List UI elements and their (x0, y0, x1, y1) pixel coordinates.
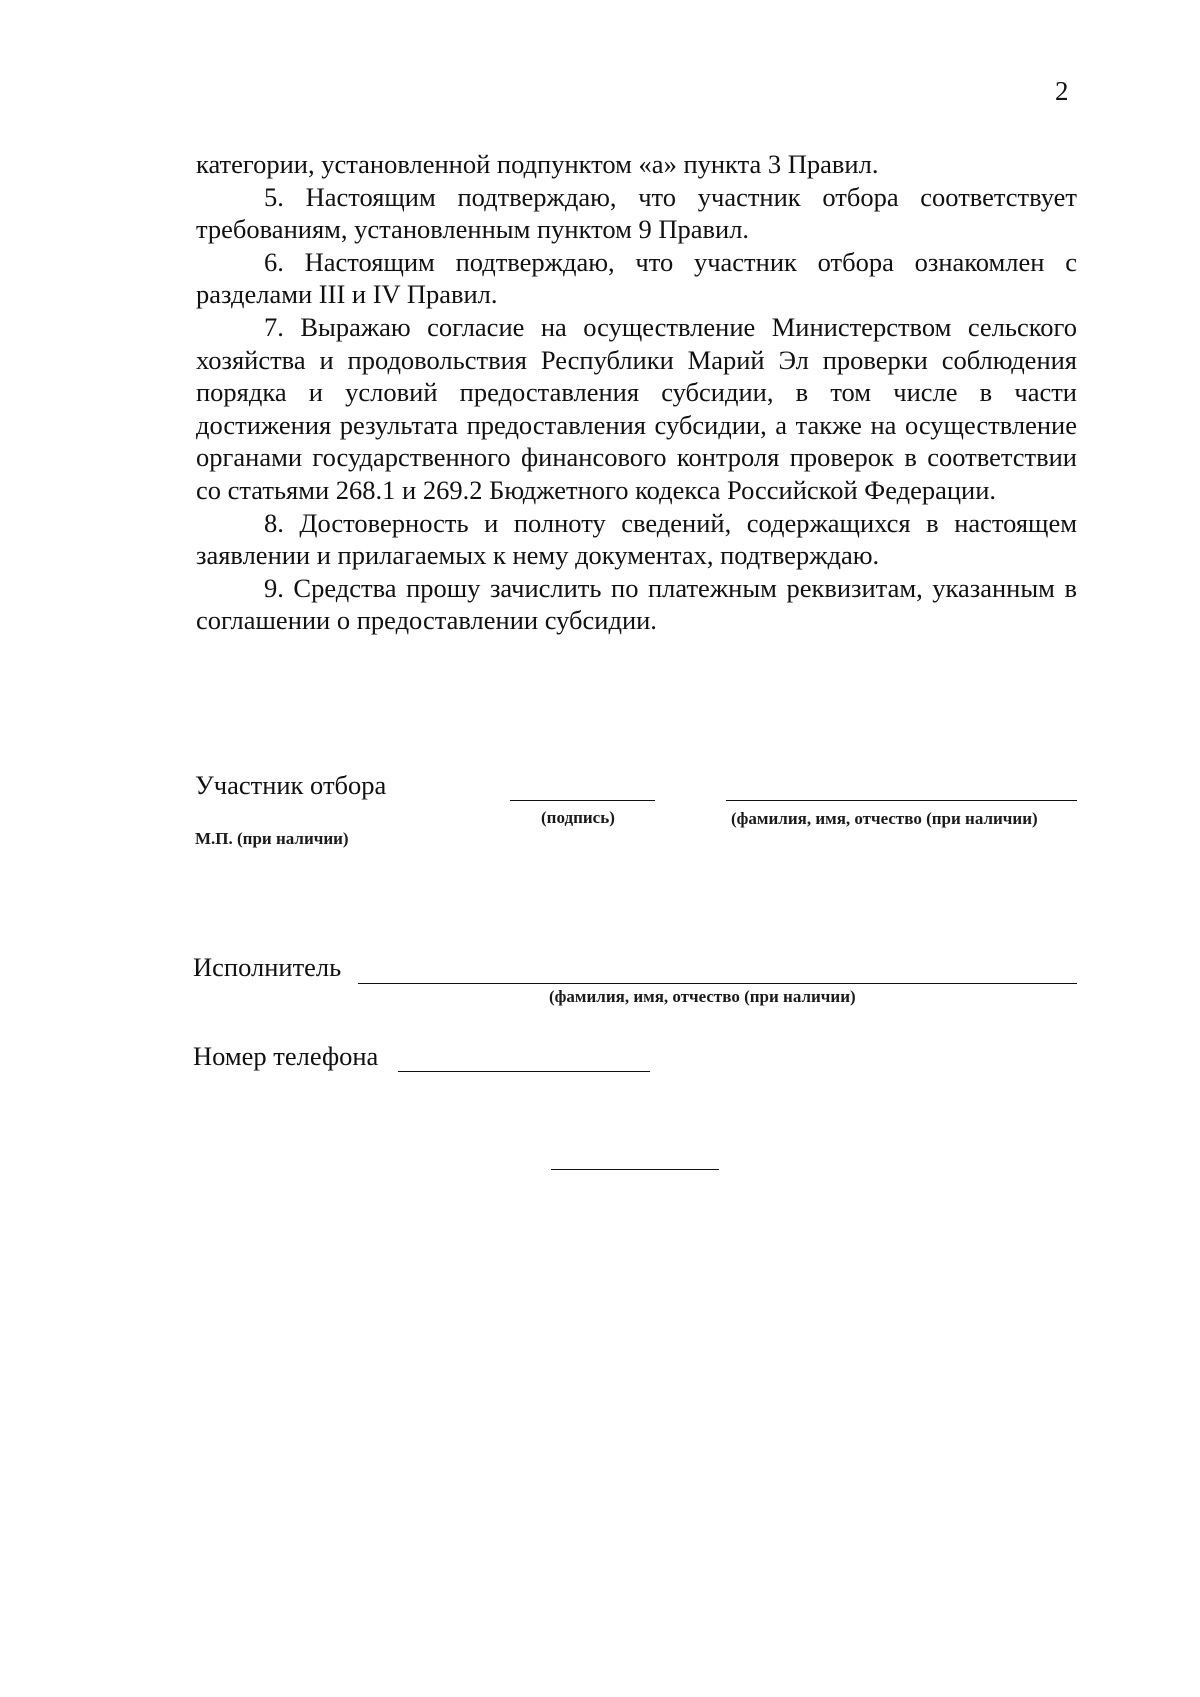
document-body (196, 148, 1077, 637)
participant-name-line (726, 800, 1077, 801)
executor-name-line (358, 983, 1077, 984)
executor-name-caption: (фамилия, имя, отчество (при наличии) (549, 987, 856, 1006)
paragraph-5: 5. Настоящим подтверждаю, что участник отбора соответствует требованиям, установленным пунктом 9 Правил. (196, 181, 1077, 245)
paragraph-7: 7. Выражаю согласие на осуществление Министерством сельского хозяйства и продовольствия Республики Марий Эл проверки соблюдения порядка и условий предоставления субсидии, в том числе в части достижения результата предоставления субсидии, а также на осуществление органами государственного финансового контроля проверок в соответствии со статьями 268.1 и 269.2 Бюджетного кодекса Российской Федерации. (196, 311, 1077, 505)
signature-line (510, 800, 655, 801)
paragraph-9: 9. Средства прошу зачислить по платежным реквизитам, указанным в соглашении о предоставлении субсидии. (196, 572, 1077, 636)
phone-label: Номер телефона (193, 1041, 379, 1071)
paragraph-6: 6. Настоящим подтверждаю, что участник отбора ознакомлен с разделами III и IV Правил. (196, 246, 1077, 310)
participant-name-caption: (фамилия, имя, отчество (при наличии) (731, 809, 1038, 828)
page-number: 2 (1055, 76, 1069, 106)
stamp-label: М.П. (при наличии) (195, 829, 349, 848)
signature-caption: (подпись) (541, 808, 615, 827)
executor-label: Исполнитель (193, 952, 342, 982)
end-separator-line (551, 1169, 719, 1170)
phone-line (398, 1071, 650, 1072)
paragraph-continuation: категории, установленной подпунктом «а» пункта 3 Правил. (196, 149, 879, 179)
participant-label: Участник отбора (195, 770, 387, 800)
paragraph-8: 8. Достоверность и полноту сведений, содержащихся в настоящем заявлении и прилагаемых к нему документах, подтверждаю. (196, 507, 1077, 571)
